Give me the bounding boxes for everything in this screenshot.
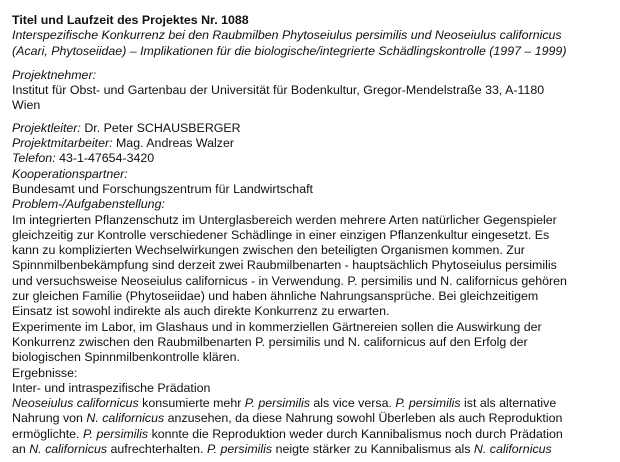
results-line: an N. californicus aufrechterhalten. P. persimilis neigte stärker zu Kannibalismus als N. californicus bbox=[12, 442, 552, 457]
project-leader-label: Projektleiter: bbox=[12, 120, 81, 135]
results-label: Ergebnisse: bbox=[12, 365, 78, 380]
phone-label: Telefon: bbox=[12, 151, 56, 166]
project-leader bbox=[12, 121, 612, 136]
problem-line: gleichzeitig zur Kontrolle verschiedener Schädlinge in einer einzigen Pflanzenkultur eingesetzt. Es bbox=[12, 227, 550, 242]
project-subtitle-1: Interspezifische Konkurrenz bei den Raubmilben Phytoseiulus persimilis und Neoseiulus californicus bbox=[12, 28, 562, 43]
problem-line: Konkurrenz zwischen den Raubmilbenarten P. persimilis und N. californicus auf den Erfolg der bbox=[12, 334, 528, 349]
problem-label: Problem-/Aufgabenstellung: bbox=[12, 197, 165, 212]
project-title: Titel und Laufzeit des Projektes Nr. 1088 bbox=[12, 13, 249, 27]
problem-line: Spinnmilbenbekämpfung sind derzeit zwei Raubmilbenarten - hauptsächlich Phytoseiulus persimilis bbox=[12, 258, 557, 273]
project-leader-value: Dr. Peter SCHAUSBERGER bbox=[80, 120, 241, 135]
phone bbox=[12, 151, 612, 166]
problem-line: Im integrierten Pflanzenschutz im Unterglasbereich werden mehrere Arten natürlicher Gegenspieler bbox=[12, 212, 557, 227]
problem-line: Experimente im Labor, im Glashaus und in kommerziellen Gärtnereien sollen die Auswirkung der bbox=[12, 319, 542, 334]
problem-line: kann zu komplizierten Wechselwirkungen zwischen den beteiligten Organismen kommen. Zur bbox=[12, 243, 525, 258]
results-line: ermöglichte. P. persimilis konnte die Reproduktion weder durch Kannibalismus noch durch Prädation bbox=[12, 426, 563, 441]
phone-value: 43-1-47654-3420 bbox=[55, 151, 155, 166]
problem-line: und versuchsweise Neoseiulus californicus - in Verwendung. P. persimilis und N. californicus gehören bbox=[12, 273, 567, 288]
partner-label: Kooperationspartner: bbox=[12, 166, 128, 181]
project-coworker-label: Projektmitarbeiter: bbox=[12, 136, 113, 151]
contractor-line-1: Institut für Obst- und Gartenbau der Universität für Bodenkultur, Gregor-Mendelstraße 33, A-1180 bbox=[12, 83, 545, 98]
results-heading: Inter- und intraspezifische Prädation bbox=[12, 380, 211, 395]
contractor-line-2: Wien bbox=[12, 98, 41, 113]
problem-line: Einsatz ist sowohl indirekte als auch direkte Konkurrenz zu erwarten. bbox=[12, 304, 390, 319]
problem-line: biologischen Spinnmilbenkontrolle klären. bbox=[12, 350, 240, 365]
project-coworker-value: Mag. Andreas Walzer bbox=[112, 136, 234, 151]
results-line: Neoseiulus californicus konsumierte mehr P. persimilis als vice versa. P. persimilis ist als alternative bbox=[12, 396, 557, 411]
contractor-label: Projektnehmer: bbox=[12, 67, 97, 82]
project-coworker bbox=[12, 136, 612, 151]
project-subtitle-2: (Acari, Phytoseiidae) – Implikationen für die biologische/integrierte Schädlingskontrolle (1997 – 1999) bbox=[12, 43, 567, 58]
partner-value: Bundesamt und Forschungszentrum für Landwirtschaft bbox=[12, 181, 313, 196]
problem-line: zur gleichen Familie (Phytoseiidae) und haben ähnliche Nahrungsansprüche. Bei gleichzeitigem bbox=[12, 289, 539, 304]
results-line: Nahrung von N. californicus anzusehen, da diese Nahrung sowohl Überleben als auch Reproduktion bbox=[12, 411, 563, 426]
